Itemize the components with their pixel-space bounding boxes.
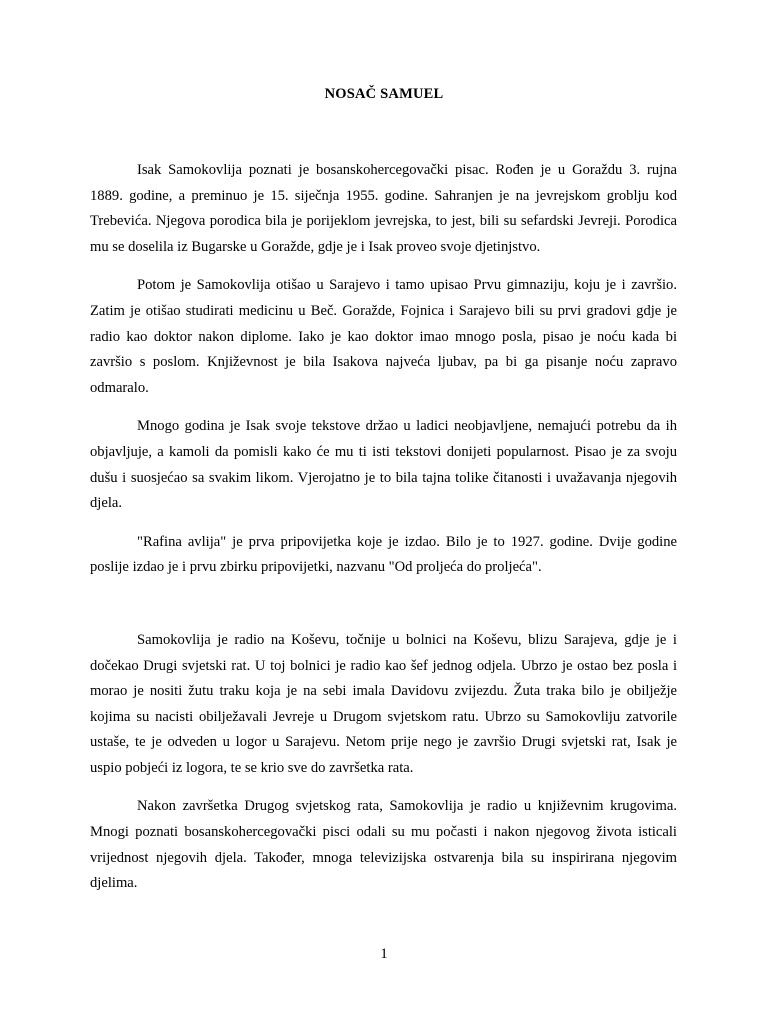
paragraph-3: Mnogo godina je Isak svoje tekstove držao u ladici neobjavljene, nemajući potrebu da ih objavljuje, a kamoli da pomisli kako će mu ti isti tekstovi donijeti popularnost. Pisao je za svoju dušu i suosjećao sa svakim likom. Vjerojatno je to bila tajna tolike čitanosti i uvažavanja njegovih djela. [90,418,677,512]
document-title: NOSAČ SAMUEL [324,86,444,102]
document-body [90,158,677,910]
paragraph-4: "Rafina avlija" je prva pripovijetka koje je izdao. Bilo je to 1927. godine. Dvije godine poslije izdao je i prvu zbirku pripovijetki, nazvanu "Od proljeća do proljeća". [90,533,677,576]
paragraph-1: Isak Samokovlija poznati je bosanskohercegovački pisac. Rođen je u Goraždu 3. rujna 1889. godine, a preminuo je 15. siječnja 1955. godine. Sahranjen je na jevrejskom groblju kod Trebevića. Njegova porodica bila je porijeklom jevrejska, to jest, bili su sefardski Jevreji. Porodica mu se doselila iz Bugarske u Goražde, gdje je i Isak proveo svoje djetinjstvo. [90,162,677,255]
paragraph-2: Potom je Samokovlija otišao u Sarajevo i tamo upisao Prvu gimnaziju, koju je i završio. Zatim je otišao studirati medicinu u Beč. Goražde, Fojnica i Sarajevo bili su prvi gradovi gdje je radio kao doktor nakon diplome. Iako je kao doktor imao mnogo posla, pisao je noću kada bi završio s poslom. Književnost je bila Isakova najveća ljubav, pa bi ga pisanje noću zapravo odmaralo. [90,277,677,396]
paragraph-5: Samokovlija je radio na Koševu, točnije u bolnici na Koševu, blizu Sarajeva, gdje je i dočekao Drugi svjetski rat. U toj bolnici je radio kao šef jednog odjela. Ubrzo je ostao bez posla i morao je nositi žutu traku koja je na sebi imala Davidovu zvijezdu. Žuta traka bilo je obilježje kojima su nacisti obilježavali Jevreje u Drugom svjetskom ratu. Ubrzo su Samokovliju zatvorile ustaše, te je odveden u logor u Sarajevu. Netom prije nego je završio Drugi svjetski rat, Isak je uspio pobjeći iz logora, te se krio sve do završetka rata. [90,631,677,776]
page-number: 1 [380,946,388,962]
paragraph-6: Nakon završetka Drugog svjetskog rata, Samokovlija je radio u književnim krugovima. Mnogi poznati bosanskohercegovački pisci odali su mu počasti i nakon njegovog života isticali vrijednost njegovih djela. Također, mnoga televizijska ostvarenja bila su inspirirana njegovim djelima. [90,798,677,892]
